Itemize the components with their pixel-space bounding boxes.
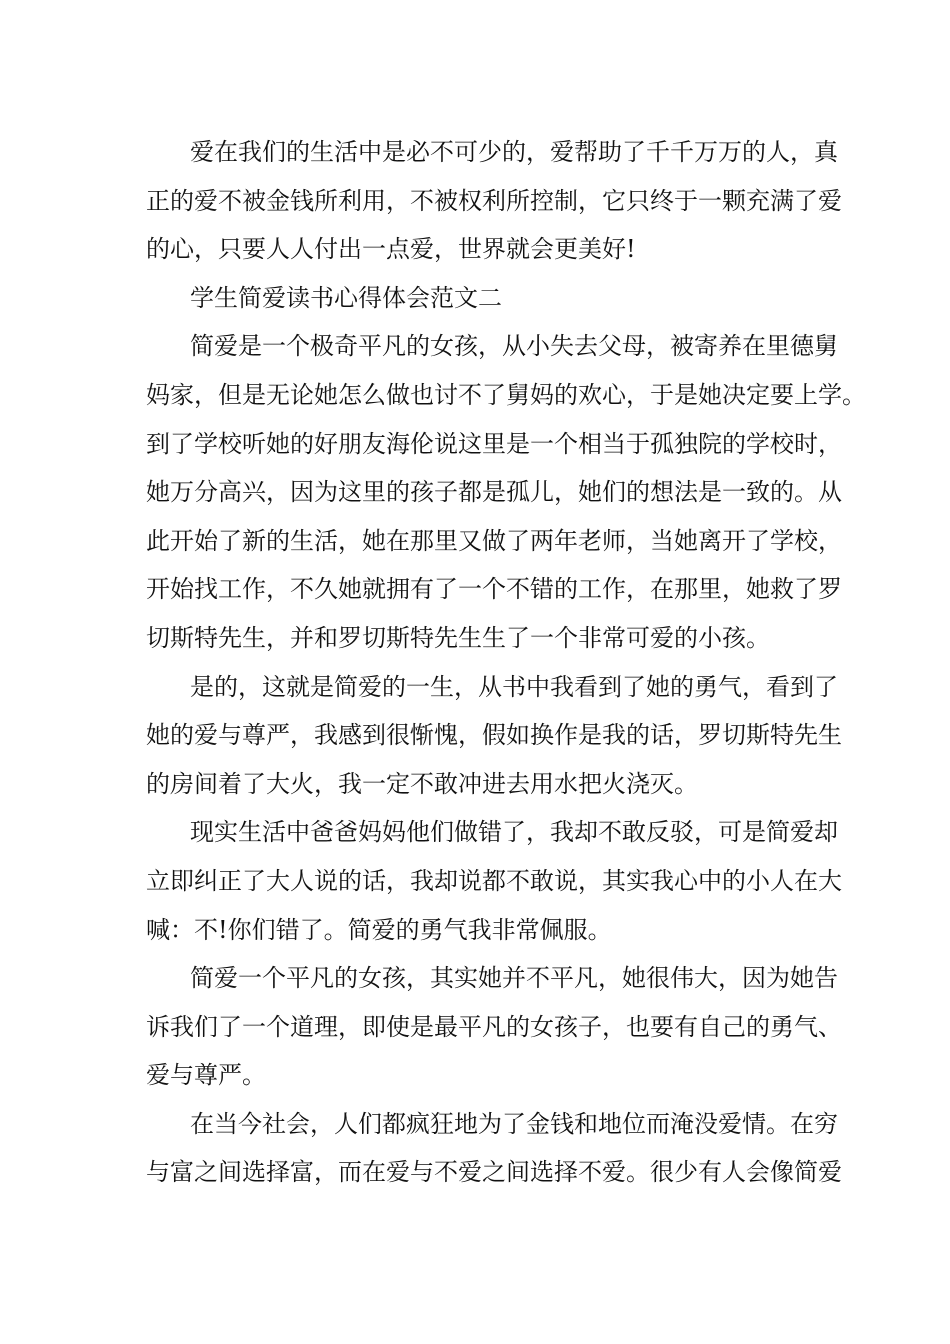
section-title xyxy=(146,274,812,323)
text-line: 此开始了新的生活，她在那里又做了两年老师，当她离开了学校， xyxy=(146,526,842,555)
text-line: 是的，这就是简爱的一生，从书中我看到了她的勇气，看到了 xyxy=(190,672,838,701)
text-line: 她的爱与尊严，我感到很惭愧，假如换作是我的话，罗切斯特先生 xyxy=(146,721,842,750)
text-line: 现实生活中爸爸妈妈他们做错了，我却不敢反驳，可是简爱却 xyxy=(190,818,838,847)
text-line: 与富之间选择富，而在爱与不爱之间选择不爱。很少有人会像简爱 xyxy=(146,1158,842,1187)
paragraph-7 xyxy=(146,1100,842,1197)
text-line: 开始找工作，不久她就拥有了一个不错的工作，在那里，她救了罗 xyxy=(146,575,842,604)
text-line: 学生简爱读书心得体会范文二 xyxy=(190,283,502,312)
text-line: 妈家，但是无论她怎么做也讨不了舅妈的欢心，于是她决定要上学。 xyxy=(146,380,866,409)
text-line: 立即纠正了大人说的话，我却说都不敢说，其实我心中的小人在大 xyxy=(146,866,842,895)
paragraph-1 xyxy=(146,128,842,274)
text-line: 简爱是一个极奇平凡的女孩，从小失去父母，被寄养在里德舅 xyxy=(190,332,838,361)
text-line: 她万分高兴，因为这里的孩子都是孤儿，她们的想法是一致的。从 xyxy=(146,478,842,507)
text-line: 爱在我们的生活中是必不可少的，爱帮助了千千万万的人，真 xyxy=(190,138,838,166)
text-line: 喊：不!你们错了。简爱的勇气我非常佩服。 xyxy=(146,915,612,944)
paragraph-4 xyxy=(146,663,842,809)
text-line: 爱与尊严。 xyxy=(146,1061,266,1090)
document-body xyxy=(146,128,866,1197)
text-line: 的心，只要人人付出一点爱，世界就会更美好! xyxy=(146,235,636,264)
text-line: 在当今社会，人们都疯狂地为了金钱和地位而淹没爱情。在穷 xyxy=(190,1109,838,1138)
text-line: 的房间着了大火，我一定不敢冲进去用水把火浇灭。 xyxy=(146,769,698,798)
text-line: 正的爱不被金钱所利用，不被权利所控制，它只终于一颗充满了爱 xyxy=(146,186,842,215)
text-line: 到了学校听她的好朋友海伦说这里是一个相当于孤独院的学校时， xyxy=(146,429,842,458)
text-line: 简爱一个平凡的女孩，其实她并不平凡，她很伟大，因为她告 xyxy=(190,964,838,993)
paragraph-3 xyxy=(146,322,866,662)
text-line: 诉我们了一个道理，即使是最平凡的女孩子，也要有自己的勇气、 xyxy=(146,1012,842,1041)
paragraph-5 xyxy=(146,808,842,954)
text-line: 切斯特先生，并和罗切斯特先生生了一个非常可爱的小孩。 xyxy=(146,623,770,652)
paragraph-6 xyxy=(146,954,842,1100)
